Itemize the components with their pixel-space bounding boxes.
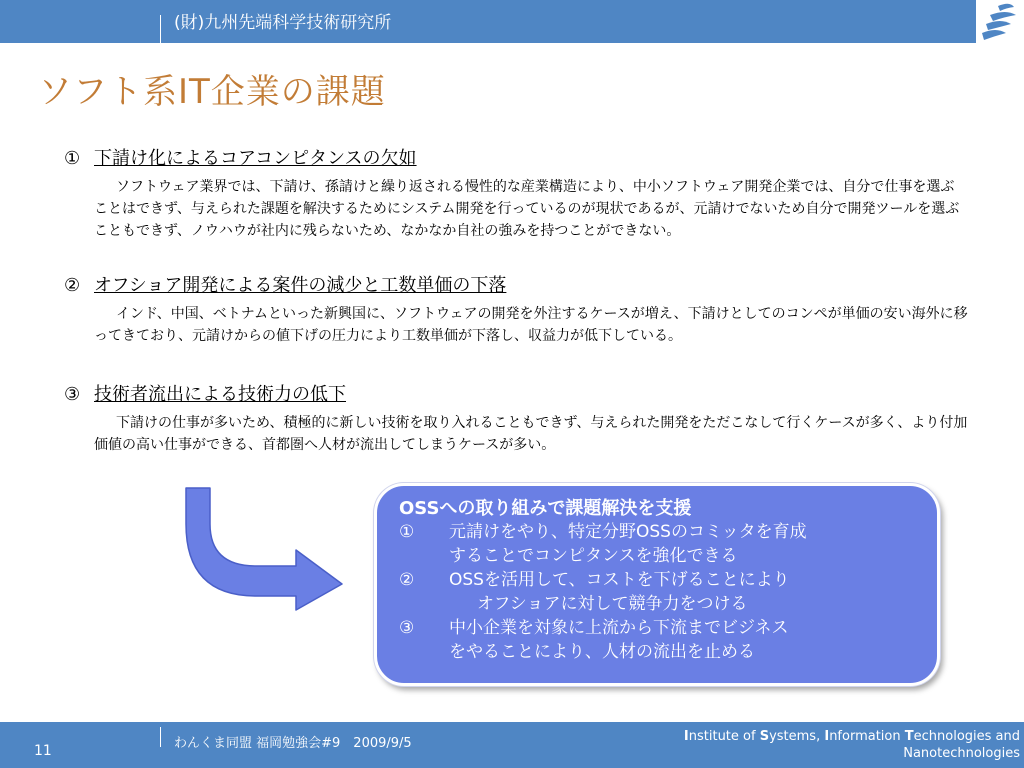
institute-line-2: Nanotechnologies xyxy=(903,746,1020,761)
callout-item-line: オフショアに対して競争力をつける xyxy=(477,594,748,614)
footer-divider xyxy=(160,727,161,747)
header-divider xyxy=(160,15,161,43)
issue-section-3 xyxy=(64,380,968,456)
callout-item-number: ③ xyxy=(399,618,415,638)
callout-item-line: 中小企業を対象に上流から下流までビジネス xyxy=(449,618,789,638)
section-heading xyxy=(64,271,968,297)
section-body: 下請けの仕事が多いため、積極的に新しい技術を取り入れることもできず、与えられた開発をただこなして行くケースが多く、より付加価値の高い仕事ができる、首都圏へ人材が流出してしまうケースが多い。 xyxy=(94,415,968,453)
event-info: わんくま同盟 福岡勉強会#9 2009/9/5 xyxy=(174,736,412,751)
organization-name: (財)九州先端科学技術研究所 xyxy=(174,13,392,33)
section-heading xyxy=(64,144,968,170)
solution-callout xyxy=(374,483,940,686)
institute-name xyxy=(684,728,1020,762)
issue-section-1 xyxy=(64,144,968,242)
callout-item-3 xyxy=(395,616,919,664)
callout-item-number: ② xyxy=(399,570,415,590)
callout-title: OSSへの取り組みで課題解決を支援 xyxy=(399,498,692,519)
section-heading-text: 技術者流出による技術力の低下 xyxy=(94,384,346,405)
footer-bar xyxy=(0,722,1024,768)
section-heading-text: オフショア開発による案件の減少と工数単価の下落 xyxy=(94,275,507,296)
section-number: ② xyxy=(64,275,81,296)
institute-line-1: Institute of Systems, Information Technologies and xyxy=(683,729,1020,744)
section-body: インド、中国、ベトナムといった新興国に、ソフトウェアの開発を外注するケースが増え、下請けとしてのコンペが単価の安い海外に移ってきており、元請けからの値下げの圧力により工数単価が下落し、収益力が低下している。 xyxy=(94,306,968,344)
section-body: ソフトウェア業界では、下請け、孫請けと繰り返される慢性的な産業構造により、中小ソフトウェア開発企業では、自分で仕事を選ぶことはできず、与えられた課題を解決するためにシステム開発を行っているのが現状であるが、元請けでないため自分で開発ツールを選ぶこともできず、ノウハウが社内に残らないため、なかなか自社の強みを持つことができない。 xyxy=(94,179,960,239)
callout-item-line: OSSを活用して、コストを下げることにより xyxy=(449,570,790,590)
slide-title: ソフト系IT企業の課題 xyxy=(38,72,386,112)
curved-arrow-icon xyxy=(180,484,350,614)
issue-section-2 xyxy=(64,271,968,347)
callout-item-1 xyxy=(395,520,919,568)
header-bar xyxy=(0,0,1024,43)
section-number: ① xyxy=(64,148,81,169)
callout-item-line: をやることにより、人材の流出を止める xyxy=(449,642,755,662)
callout-item-line: することでコンピタンスを強化できる xyxy=(449,546,738,566)
page-number: 11 xyxy=(34,743,52,759)
section-number: ③ xyxy=(64,384,81,405)
callout-item-number: ① xyxy=(399,522,415,542)
callout-item-line: 元請けをやり、特定分野OSSのコミッタを育成 xyxy=(449,522,807,542)
organization-logo-icon xyxy=(976,0,1024,43)
section-heading xyxy=(64,380,968,406)
section-heading-text: 下請け化によるコアコンピタンスの欠如 xyxy=(94,148,417,169)
callout-item-2 xyxy=(395,568,919,616)
